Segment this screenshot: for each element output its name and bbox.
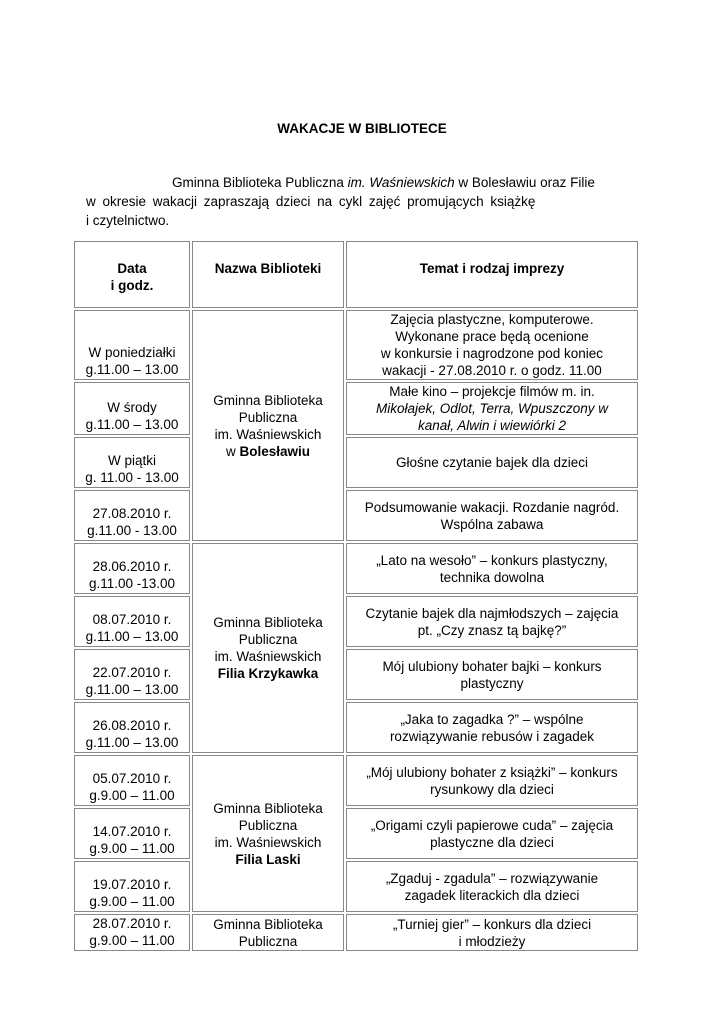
event-time: g.9.00 – 11.00 [89,894,175,909]
topic-line: pt. „Czy znasz tą bajkę?” [417,622,567,638]
intro-paragraph [86,173,646,230]
date-cell [74,543,190,594]
event-date: W poniedziałki [88,345,176,360]
intro-line-3: i czytelnictwo. [86,213,170,228]
topic-cell [346,382,638,435]
date-cell [74,382,190,435]
event-time: g.11.00 -13.00 [88,576,176,591]
date-cell [74,437,190,488]
event-date: 26.08.2010 r. [92,718,172,733]
topic-line: „Lato na wesoło” – konkurs plastyczny, [376,552,608,568]
topic-cell [346,543,638,594]
library-name-line: Gminna Biblioteka [213,392,323,408]
topic-line: Wspólna zabawa [440,516,544,532]
events-table-body [74,241,638,951]
library-name-line: w Bolesławiu [225,443,311,459]
topic-line: „Origami czyli papierowe cuda” – zajęcia [370,817,614,833]
event-time: g.11.00 - 13.00 [87,523,177,538]
event-time: g.9.00 – 11.00 [89,788,175,803]
topic-cell [346,861,638,912]
event-time: g.11.00 – 13.00 [85,629,179,644]
library-name-line: Publiczna [238,632,298,647]
library-name-line: im. Waśniewskich [214,649,322,664]
date-cell [74,490,190,541]
library-cell [192,310,344,541]
intro-italic-name: im. Waśniewskich [347,175,455,190]
events-table [72,239,640,953]
event-date: 08.07.2010 r. [92,612,172,627]
event-date: 28.06.2010 r. [92,559,172,574]
table-row [74,861,638,912]
topic-line: technika dowolna [439,569,545,585]
table-row [74,808,638,859]
event-time: g.11.00 – 13.00 [85,362,179,377]
library-cell [192,543,344,753]
table-row [74,437,638,488]
intro-text: w Bolesławiu oraz Filie [454,175,595,190]
table-row [74,310,638,380]
topic-line: „Zgaduj - zgadula” – rozwiązywanie [385,870,599,886]
table-row [74,702,638,753]
table-row [74,543,638,594]
topic-cell [346,437,638,488]
event-date: 14.07.2010 r. [92,824,172,839]
topic-line: zagadek literackich dla dzieci [404,887,580,903]
topic-line: „Jaka to zagadka ?” – wspólne [400,711,584,727]
header-date [74,241,190,308]
date-cell [74,596,190,647]
topic-line: Wykonane prace będą ocenione [395,329,589,344]
library-branch: Bolesławiu [239,443,311,459]
library-name-line: Gminna Biblioteka [213,800,323,816]
topic-line: plastyczne dla dzieci [430,834,554,850]
topic-line: w konkursie i nagrodzone pod koniec [380,346,604,361]
topic-line: Małe kino – projekcje filmów m. in. [389,384,595,399]
topic-cell [346,702,638,753]
library-name-line [193,851,343,868]
header-date-line: Data [117,261,147,276]
topic-cell [346,310,638,380]
date-cell [74,914,190,951]
event-time: g.11.00 – 13.00 [85,735,179,750]
library-name-line: im. Waśniewskich [214,834,322,850]
table-row [74,649,638,700]
library-branch: Filia Laski [235,851,301,867]
topic-line: „Mój ulubiony bohater z książki” – konkurs [366,764,618,780]
topic-cell [346,808,638,859]
table-row [74,914,638,951]
topic-line: i młodzieży [458,934,526,949]
event-date: 19.07.2010 r. [92,877,172,892]
library-name-line: im. Waśniewskich [214,426,322,442]
library-name-line: Gminna Biblioteka [213,917,323,932]
event-time: g. 11.00 - 13.00 [85,470,179,485]
event-time: g.9.00 – 11.00 [89,933,175,948]
table-row [74,382,638,435]
library-cell [192,755,344,912]
topic-line: Zajęcia plastyczne, komputerowe. [390,312,594,327]
topic-line: rozwiązywanie rebusów i zagadek [389,728,595,744]
header-topic: Temat i rodzaj imprezy [346,241,638,308]
topic-cell [346,596,638,647]
topic-line-italic: kanał, Alwin i wiewiórki 2 [417,418,567,433]
header-date-line: i godz. [110,278,154,293]
event-date: 05.07.2010 r. [92,771,172,786]
topic-cell [346,649,638,700]
event-date: 27.08.2010 r. [92,506,172,521]
date-cell [74,649,190,700]
intro-text: Gminna Biblioteka Publiczna [172,175,348,190]
event-date: W piątki [107,453,156,468]
table-row [74,755,638,806]
library-cell [192,914,344,951]
topic-line: rysunkowy dla dzieci [430,781,554,797]
date-cell [74,702,190,753]
topic-line-italic: Mikołajek, Odlot, Terra, Wpuszczony w [375,401,609,416]
date-cell [74,755,190,806]
topic-cell [346,914,638,951]
topic-line: Czytanie bajek dla najmłodszych – zajęcia [365,605,619,621]
table-row [74,490,638,541]
date-cell [74,808,190,859]
intro-line-1 [86,173,646,192]
event-time: g.11.00 – 13.00 [85,417,179,432]
library-branch: Filia Krzykawka [217,666,319,681]
event-date: W środy [107,400,157,415]
topic-line: wakacji - 27.08.2010 r. o godz. 11.00 [382,363,602,378]
date-cell [74,861,190,912]
topic-cell [346,490,638,541]
topic-line: Głośne czytanie bajek dla dzieci [395,455,589,470]
event-date: 22.07.2010 r. [92,665,172,680]
library-name-line: Publiczna [238,409,298,425]
date-cell [74,310,190,380]
topic-line: Podsumowanie wakacji. Rozdanie nagród. [364,499,620,515]
topic-line: Mój ulubiony bohater bajki – konkurs [382,658,602,674]
event-time: g.11.00 – 13.00 [85,682,179,697]
header-library: Nazwa Biblioteki [192,241,344,308]
library-name-line: Publiczna [238,817,298,833]
table-row [74,596,638,647]
document-title: WAKACJE W BIBLIOTECE [277,121,447,136]
topic-cell [346,755,638,806]
table-header-row [74,241,638,308]
topic-line: plastyczny [460,675,524,691]
library-name-line: Gminna Biblioteka [213,615,323,630]
library-name-line [193,665,343,682]
topic-line: „Turniej gier” – konkurs dla dzieci [392,917,592,932]
intro-line-2: w okresie wakacji zapraszają dzieci na cykl zajęć promujących książkę [86,194,536,209]
event-date: 28.07.2010 r. [92,916,172,931]
library-name-line: Publiczna [238,934,298,949]
event-time: g.9.00 – 11.00 [89,841,175,856]
